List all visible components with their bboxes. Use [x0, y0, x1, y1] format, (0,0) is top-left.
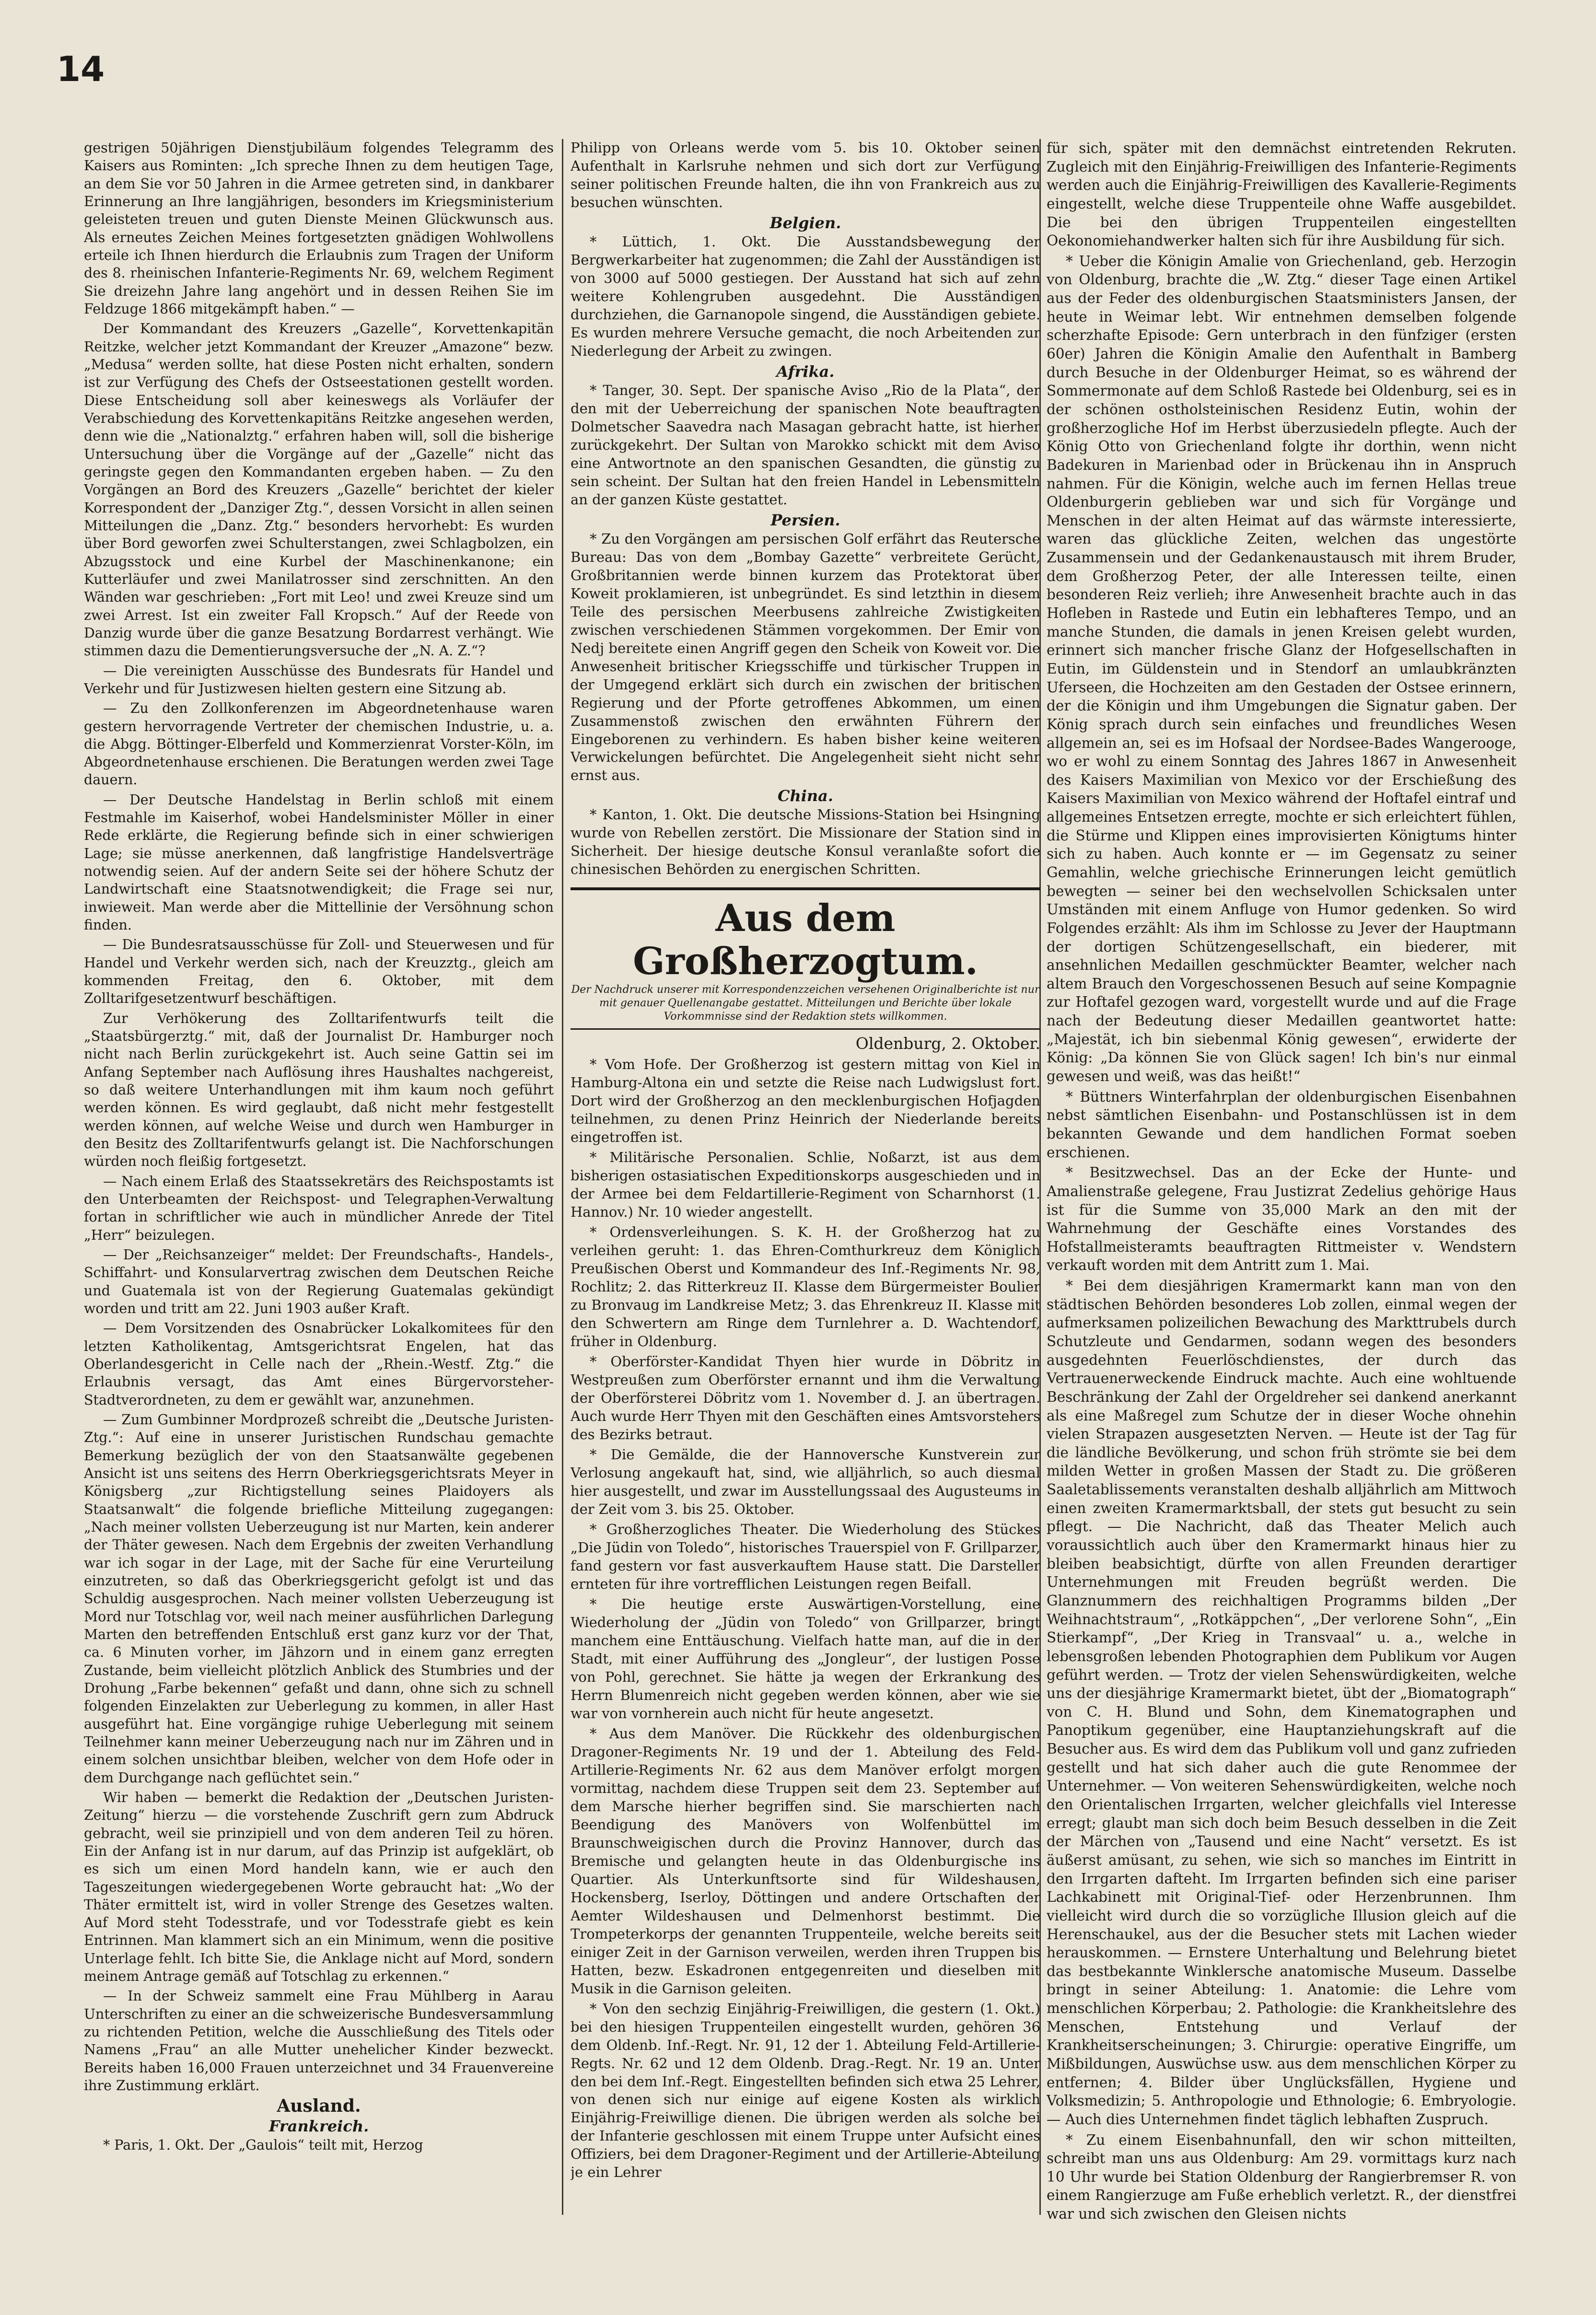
article-paragraph: * Büttners Winterfahrplan der oldenburgischen Eisenbahnen nebst sämtlichen Eisenbahn- und Postanschlüssen ist in dem bekannten Gewande und dem handlichen Format soeben erschienen. [1047, 1088, 1516, 1161]
section-title: Aus dem Großherzogtum. [633, 896, 978, 984]
article-paragraph: Wir haben — bemerkt die Redaktion der „Deutschen Juristen-Zeitung“ hierzu — die vorstehende Zuschrift gern zum Abdruck gebracht, weil sie prinzipiell und von dem anderen Teil zu hören. Ein der Anfang ist in nur darum, auf das Prinzip ist aufgeklärt, ob es sich um einen Mord handeln kann, wie er auch den Tageszeitungen wiedergegebenen Worte gebraucht hat: „Wo der Thäter ermittelt ist, wird in voller Strenge des Gesetzes walten. Auf Mord steht Todesstrafe, und vor Todesstrafe giebt es kein Entrinnen. Man klammert sich an ein Minimum, wenn die positive Unterlage fehlt. Ich bitte Sie, die Anklage nicht auf Mord, sondern meinem Antrage gemäß auf Totschlag zu erkennen.“ [84, 1789, 554, 1985]
article-paragraph: * Zu den Vorgängen am persischen Golf erfährt das Reutersche Bureau: Das von dem „Bombay Gazette“ verbreitete Gerücht, Großbritannien werde binnen kurzem das Protektorat über Koweit proklamieren, ist unbegründet. Es sind letzthin in diesem Teile des persischen Meerbusens zahlreiche Zwistigkeiten zwischen verschiedenen Stämmen vorgekommen. Der Emir von Nedj bereitete einen Angriff gegen den Scheik von Koweit vor. Die Anwesenheit britischer Kriegsschiffe und türkischer Truppen in der Umgegend erklärt sich durch ein zwischen der britischen Regierung und der Pforte getroffenes Abkommen, um einen Zusammenstoß zwischen den erwähnten Führern der Eingeborenen zu verhindern. Es haben bisher keine weiteren Verwickelungen befürchtet. Die Angelegenheit sieht nicht sehr ernst aus. [571, 530, 1040, 784]
article-paragraph: — Der Deutsche Handelstag in Berlin schloß mit einem Festmahle im Kaiserhof, wobei Handelsminister Möller in einer Rede erklärte, die Regierung befinde sich in einer schwierigen Lage; sie müsse anerkennen, daß langfristige Handelsverträge notwendig seien. Auf der andern Seite sei der höhere Schutz der Landwirtschaft eine Staatsnotwendigkeit; die Frage sei nur, inwieweit. Man werde aber die Mittellinie der Versöhnung schon finden. [84, 791, 554, 933]
article-paragraph: — Der „Reichsanzeiger“ meldet: Der Freundschafts-, Handels-, Schiffahrt- und Konsularvertrag zwischen dem Deutschen Reiche und Guatemala ist von der Regierung Guatemalas gekündigt worden und tritt am 22. Juni 1903 außer Kraft. [84, 1247, 554, 1316]
subheading-china: China. [777, 787, 834, 805]
article-paragraph: * Die heutige erste Auswärtigen-Vorstellung, eine Wiederholung der „Jüdin von Toledo“ von Grillparzer, bringt manchem eine Enttäuschung. Vielfach hatte man, auf die in der Stadt, mit einer Aufführung des „Jongleur“, der lustigen Posse von Pohl, gerechnet. Sie hätte ja wegen der Erkrankung des Herrn Blumenreich nicht gegeben werden können, aber wie sie war von vornherein auch nicht für heute angesetzt. [571, 1595, 1040, 1722]
column-3 [1047, 139, 1516, 2224]
article-paragraph: * Besitzwechsel. Das an der Ecke der Hunte- und Amalienstraße gelegene, Frau Justizrat Zedelius gehörige Haus ist für die Summe von 35,000 Mark an den mit der Wahrnehmung der Geschäfte eines Vorstandes des Hofstallmeisteramts beauftragten Rittmeister v. Wendstern verkauft worden mit dem Antritt zum 1. Mai. [1047, 1164, 1516, 1274]
article-paragraph: — Dem Vorsitzenden des Osnabrücker Lokalkomitees für den letzten Katholikentag, Amtsgerichtsrat Engelen, hat das Oberlandesgericht in Celle nach der „Rhein.-Westf. Ztg.“ die Erlaubnis versagt, das Amt eines Bürgervorsteher-Stadtverordneten, zu dem er gewählt war, anzunehmen. [84, 1320, 554, 1408]
section-heading-ausland: Ausland. [277, 2096, 361, 2117]
subheading-persien: Persien. [770, 511, 840, 529]
article-paragraph: * Paris, 1. Okt. Der „Gaulois“ teilt mit, Herzog [103, 2137, 423, 2153]
article-paragraph: * Vom Hofe. Der Großherzog ist gestern mittag von Kiel in Hamburg-Altona ein und setzte die Reise nach Ludwigslust fort. Dort wird der Großherzog an den mecklenburgischen Hofjagden teilnehmen, zu denen Prinz Heinrich der Niederlande bereits eingetroffen ist. [571, 1056, 1040, 1146]
article-paragraph: * Bei dem diesjährigen Kramermarkt kann man von den städtischen Behörden besonderes Lob zollen, einmal wegen der aufmerksamen polizeilichen Bewachung des Markttrubels durch Schutzleute und Gendarmen, sodann wegen des besonders ausgedehnten Feuerlöschdienstes, der durch das Vertrauenerweckende Eindruck machte. Auch eine wohltuende Beschränkung der Zahl der Orgeldreher sei dankend anerkannt als eine Maßregel zum Schutze der in dieser Woche ohnehin vielen Strapazen ausgesetzten Nerven. — Heute ist der Tag für die ländliche Bevölkerung, und schon früh strömte sie bei dem milden Wetter in großen Massen der Stadt zu. Die größeren Saaletablissements veranstalten deshalb alljährlich am Mittwoch einen zweiten Kramermarktsball, der stets gut besucht zu sein pflegt. — Die Nachricht, daß das Theater Melich auch voraussichtlich auch über den Kramermarkt hinaus hier zu bleiben beabsichtigt, dürfte von allen Freunden derartiger Unternehmungen mit Freuden begrüßt werden. Die Glanznummern des reichhaltigen Programms bilden „Der Weihnachtstraum“, „Rotkäppchen“, „Der verlorene Sohn“, „Ein Stierkampf“, „Der Krieg in Transvaal“ u. a., welche in lebensgroßen lebenden Photographien dem Publikum vor Augen geführt werden. — Trotz der vielen Sehenswürdigkeiten, welche uns der diesjährige Kramermarkt bietet, übt der „Biomatograph“ von C. H. Blund und Sohn, dem Kinematographen und Panoptikum gegenüber, eine Hauptanziehungskraft auf die Besucher aus. Es wird dem das Publikum voll und ganz zufrieden gestellt und hat sich daher auch die gute Renommee der Unternehmer. — Von weiteren Sehenswürdigkeiten, welche noch den Orientalischen Irrgarten, welcher gleichfalls viel Interesse erregt; glaubt man sich doch beim Besuch desselben in die Zeit der Märchen von „Tausend und eine Nacht“ versetzt. Es ist äußerst amüsant, zu sehen, wie sich so manches im Eintritt in den Irrgarten dafteht. Im Irrgarten befinden sich eine pariser Lachkabinett mit Original-Tief- oder Herzenbrunnen. Ihm vielleicht wird durch die so vorzügliche Illusion gleich auf die Herenschaukel, aus der die Besucher stets mit Lachen wieder herauskommen. — Ernstere Unterhaltung und Belehrung bietet das bestbekannte Winklersche anatomische Museum. Dasselbe bringt in seiner Abteilung: 1. Anatomie: die Lehre vom menschlichen Körperbau; 2. Pathologie: die Krankheitslehre des Menschen, Entstehung und Verlauf der Krankheitserscheinungen; 3. Chirurgie: operative Eingriffe, um Mißbildungen, Auswüchse usw. aus dem menschlichen Körper zu entfernen; 4. Bilder über Unglücksfällen, Hygiene und Volksmedizin; 5. Anthropologie und Ethnologie; 6. Embryologie. — Auch dies Unternehmen findet täglich lebhaften Zuspruch. [1047, 1278, 1516, 2128]
article-paragraph: * Militärische Personalien. Schlie, Noßarzt, ist aus dem bisherigen ostasiatischen Expeditionskorps ausgeschieden und in der Armee bei dem Feldartillerie-Regiment von Scharnhorst (1. Hannov.) Nr. 10 wieder angestellt. [571, 1149, 1040, 1221]
dateline: Oldenburg, 2. Oktober. [855, 1034, 1040, 1053]
article-paragraph: * Großherzogliches Theater. Die Wiederholung des Stückes „Die Jüdin von Toledo“, historisches Trauerspiel von F. Grillparzer, fand gestern vor fast ausverkauftem Hause statt. Die Darsteller ernteten für ihre vortrefflichen Leistungen regen Beifall. [571, 1521, 1040, 1592]
subheading-frankreich: Frankreich. [268, 2117, 369, 2135]
article-paragraph: — In der Schweiz sammelt eine Frau Mühlberg in Aarau Unterschriften zu einer an die schweizerische Bundesversammlung zu richtenden Petition, welche die Ausschließung des Titels oder Namens „Frau“ an alle Mutter unehelicher Kinder bezweckt. Bereits haben 16,000 Frauen unterzeichnet und 34 Frauenvereine ihre Zustimmung erklärt. [84, 1988, 554, 2094]
article-paragraph: Zur Verhökerung des Zolltarifentwurfs teilt die „Staatsbürgerztg.“ mit, daß der Journalist Dr. Hamburger noch nicht nach Berlin zurückgekehrt ist. Auch seine Gattin sei im Anfang September nach Auflösung ihres Haushaltes nachgereist, so daß weitere Unterhandlungen mit ihm kaum noch geführt werden können. Es wird geglaubt, daß nicht mehr festgestellt werden können, auf welche Weise und durch wen Hamburger in den Besitz des Zolltarifentwurfs gelangt ist. Die Nachforschungen würden noch fleißig fortgesetzt. [84, 1010, 554, 1170]
article-paragraph: * Ueber die Königin Amalie von Griechenland, geb. Herzogin von Oldenburg, brachte die „W. Ztg.“ dieser Tage einen Artikel aus der Feder des oldenburgischen Staatsministers Jansen, der heute in Weimar lebt. Wir entnehmen demselben folgende scherzhafte Episode: Gern unterbrach in den fünfziger (ersten 60er) Jahren die Königin Amalie den Aufenthalt in Bamberg durch Besuche in der Oldenburger Heimat, so es während der Sommermonate auf dem Schloß Rastede bei Oldenburg, sei es in der schönen ostholsteinischen Residenz Eutin, wohin der großherzogliche Hof im Herbst überzusiedeln pflegte. Auch der König Otto von Griechenland folgte ihr dorthin, wenn nicht Badekuren in Marienbad oder in Brückenau ihn in Anspruch nahmen. Für die Königin, welche auch im fernen Hellas treue Oldenburgerin geblieben war und sich für Vorgänge und Menschen in der alten Heimat auf das wärmste interessierte, waren das glückliche Zeiten, welchen das ungestörte Zusammensein und der Gedankenaustausch mit ihrem Bruder, dem Großherzog Peter, der alle Interessen teilte, einen besonderen Reiz verlieh; ihre Anwesenheit brachte auch in das Hofleben in Rastede und Eutin ein lebhafteres Tempo, und an manche Stunden, die damals in jenen Kreisen gelebt wurden, erinnert sich mancher frische Glanz der Hofgesellschaften in Eutin, im Güldenstein und in Stendorf an umlaubkränzten Uferseen, die Hochzeiten am den Gestaden der Ostsee erinnern, der die Königin und ihm Umgebungen die Signatur gaben. Der König sprach durch sein einfaches und freundliches Wesen allgemein an, sei es im Hofsaal der Nordsee-Bades Wangerooge, wo er wohl zu einem Sonntag des Jahres 1867 in Anwesenheit des Kaisers Maximilian von Mexico vor der Erschießung des Kaisers Maximilian von Mexico während der Hoftafel eintraf und allgemeines Entsetzen erregte, mochte er sich erleichtert fühlen, die Stürme und Klippen eines improvisierten Königtums hinter sich zu haben. Auch konnte er — im Gegensatz zu seiner Gemahlin, welche griechische Erinnerungen leicht gemütlich bewegten — seiner bei den wechselvollen Schicksalen unter Umständen mit einem Anfluge von Humor gedenken. So wird Folgendes erzählt: Als ihm im Schlosse zu Jever der Hauptmann der dortigen Schützengesellschaft, ein biederer, mit ansehnlichen Medaillen geschmückter Beamter, welcher nach altem Brauch den Vorgeschossenen Besuch auf seine Kompagnie zur Hoftafel gezogen ward, vorgestellt wurde und auf die Frage nach der Bedeutung dieser Medaillen geantwortet hatte: „Majestät, ich bin siebenmal König gewesen“, erwiderte der König: „Da können Sie von Glück sagen! Ich bin's nur einmal gewesen und weiß, was das heißt!“ [1047, 253, 1516, 1085]
article-paragraph: — Die vereinigten Ausschüsse des Bundesrats für Handel und Verkehr und für Justizwesen hielten gestern eine Sitzung ab. [84, 663, 554, 697]
page-number: 14 [57, 49, 105, 89]
article-paragraph: * Von den sechzig Einjährig-Freiwilligen, die gestern (1. Okt.) bei den hiesigen Truppenteilen eingestellt wurden, gehören 36 dem Oldenb. Inf.-Regt. Nr. 91, 12 der 1. Abteilung Feld-Artillerie-Regts. Nr. 62 und 12 dem Oldenb. Drag.-Regt. Nr. 19 an. Unter den bei dem Inf.-Regt. Eingestellten befinden sich etwa 25 Lehrer, von denen sich nur einige auf eigene Kosten als wirklich Einjährig-Freiwillige dienen. Die übrigen werden als solche bei der Infanterie geschlossen mit einem Truppe unter Aufsicht eines Offiziers, bei dem Dragoner-Regiment und der Artillerie-Abteilung je ein Lehrer [571, 2000, 1040, 2181]
section-note: Der Nachdruck unserer mit Korrespondenzzeichen versehenen Originalberichte ist nur mit genauer Quellenangabe gestattet. Mitteilungen und Berichte über lokale Vorkommnisse sind der Redaktion stets willkommen. [571, 984, 1040, 1023]
article-paragraph: * Lüttich, 1. Okt. Die Ausstandsbewegung der Bergwerkarbeiter hat zugenommen; die Zahl der Ausständigen ist von 3000 auf 5000 gestiegen. Der Ausstand hat sich auf zehn weitere Kohlengruben ausgedehnt. Die Ausständigen durchziehen, die Garnanopole singend, die Ausständigen gebiete. Es wurden mehrere Versuche gemacht, die noch Arbeitenden zur Niederlegung der Arbeit zu zwingen. [571, 233, 1040, 359]
subheading-afrika: Afrika. [776, 362, 835, 381]
column-rule [562, 139, 563, 2215]
article-paragraph: Philipp von Orleans werde vom 5. bis 10. Oktober seinen Aufenthalt in Karlsruhe nehmen und sich dort zur Verfügung seiner politischen Freunde halten, die ihn von Frankreich aus zu besuchen wünschten. [571, 140, 1040, 210]
article-paragraph: * Tanger, 30. Sept. Der spanische Aviso „Rio de la Plata“, der den mit der Ueberreichung der spanischen Note beauftragten Dolmetscher Saavedra nach Masagan gebracht hatte, ist hierher zurückgekehrt. Der Sultan von Marokko schickt mit dem Aviso eine Antwortnote an den spanischen Gesandten, die günstig zu sein scheint. Der Sultan hat den freien Handel in Lebensmitteln an der ganzen Küste gestattet. [571, 382, 1040, 508]
article-paragraph: * Die Gemälde, die der Hannoversche Kunstverein zur Verlosung angekauft hat, sind, wie alljährlich, so auch diesmal hier ausgestellt, und zwar im Ausstellungssaal des Augusteums in der Zeit vom 3. bis 25. Oktober. [571, 1446, 1040, 1517]
article-paragraph: gestrigen 50jährigen Dienstjubiläum folgendes Telegramm des Kaisers aus Rominten: „Ich spreche Ihnen zu dem heutigen Tage, an dem Sie vor 50 Jahren in die Armee getreten sind, in dankbarer Erinnerung an Ihre langjährigen, besonders im Kriegsministerium geleisteten treuen und guten Dienste Meinen Glückwunsch aus. Als erneutes Zeichen Meines fortgesetzten gnädigen Wohlwollens erteile ich Ihnen hierdurch die Erlaubnis zum Tragen der Uniform des 8. rheinischen Infanterie-Regiments Nr. 69, welchem Regiment Sie dreizehn Jahre lang angehört und in dessen Reihen Sie im Feldzuge 1866 mitgekämpft haben.“ — [84, 140, 554, 317]
article-paragraph: — Nach einem Erlaß des Staatssekretärs des Reichspostamts ist den Unterbeamten der Reichspost- und Telegraphen-Verwaltung fortan in schriftlicher wie auch in mündlicher Anrede der Titel „Herr“ beizulegen. [84, 1173, 554, 1243]
section-title-block [571, 887, 1040, 1030]
subheading-belgien: Belgien. [769, 213, 841, 232]
article-paragraph: — Zu den Zollkonferenzen im Abgeordnetenhause waren gestern hervorragende Vertreter der chemischen Industrie, u. a. die Abgg. Böttinger-Elberfeld und Kommerzienrat Vorster-Köln, im Abgeordnetenhause erschienen. Die Beratungen werden zwei Tage dauern. [84, 700, 554, 788]
article-paragraph: — Die Bundesratsausschüsse für Zoll- und Steuerwesen und für Handel und Verkehr werden sich, nach der Kreuzztg., gleich am kommenden Freitag, den 6. Oktober, mit dem Zolltarifgesetzentwurf beschäftigen. [84, 937, 554, 1007]
article-paragraph: * Oberförster-Kandidat Thyen hier wurde in Döbritz in Westpreußen zum Oberförster ernannt und ihm die Verwaltung der Oberförsterei Döbritz vom 1. November d. J. an übertragen. Auch wurde Herr Thyen mit den Geschäften eines Amtsvorstehers des Bezirks betraut. [571, 1353, 1040, 1443]
article-paragraph: Der Kommandant des Kreuzers „Gazelle“, Korvettenkapitän Reitzke, welcher jetzt Kommandant der Kreuzer „Amazone“ bezw. „Medusa“ werden sollte, hat diese Posten nicht erhalten, sondern ist zur Verfügung des Chefs der Ostseestationen gestellt worden. Diese Entscheidung soll aber keineswegs als Vorläufer der Verabschiedung des Korvettenkapitäns Reitzke angesehen werden, denn wie die „Nationalztg.“ erfahren haben will, soll die bisherige Untersuchung über die Vorgänge auf der „Gazelle“ nicht das geringste gegen den Kommandanten ergeben haben. — Zu den Vorgängen an Bord des Kreuzers „Gazelle“ berichtet der kieler Korrespondent der „Danziger Ztg.“, dessen Vorsicht in allen seinen Mitteilungen die „Danz. Ztg.“ besonders hervorhebt: Es wurden über Bord geworfen zwei Schulterstangen, zwei Schlagbolzen, ein Abzugsstock und eine Kurbel der Maschinenkanone; ein Kutterläufer und zwei Manilatrosser sind zerschnitten. An den Wänden war geschrieben: „Fort mit Leo! und zwei Kreuze sind um zwei Arrest. Ist ein zweiter Fall Kropsch.“ Auf der Reede von Danzig wurde über die ganze Besatzung Bordarrest verhängt. Wie stimmen dazu die Dementierungsversuche der „N. A. Z.“? [84, 321, 554, 659]
column-2 [571, 139, 1040, 2224]
article-paragraph: — Zum Gumbinner Mordprozeß schreibt die „Deutsche Juristen-Ztg.“: Auf eine in unserer Juristischen Rundschau gemachte Bemerkung bezüglich der von den Staatsanwälte gegebenen Ansicht ist uns seitens des Herrn Oberkriegsgerichtsrats Meyer in Königsberg „zur Richtigstellung seines Plaidoyers als Staatsanwalt“ die folgende briefliche Mitteilung zugegangen: „Nach meiner vollsten Ueberzeugung ist nur Marten, kein anderer der Thäter gewesen. Nach dem Ergebnis der zweiten Verhandlung war ich sogar in der Lage, mit der Sache für eine Verurteilung einzutreten, so daß das Oberkriegsgericht gefolgt ist und das Schuldig ausgesprochen. Nach meiner vollsten Ueberzeugung ist Mord nur Totschlag vor, weil nach meiner ausführlichen Darlegung Marten den betreffenden Entschluß erst ganz kurz vor der That, ca. 6 Minuten vorher, im Jähzorn und in einem ganz erregten Zustande, beim vielleicht plötzlich Anblick des Stumbries und der Drohung „Farbe bekennen“ gefaßt und dann, ohne sich zu schnell folgenden Einzelakten zur Ueberlegung zu kommen, in aller Hast ausgeführt hat. Eine vorgängige ruhige Ueberlegung mit seinem Teilnehmer kann meiner Ueberzeugung nach nur im Zähren und in einem solchen unsichtbar bleiben, welcher von dem Hofe oder in dem Durchgange nach geflüchtet sein.“ [84, 1411, 554, 1786]
article-paragraph: * Ordensverleihungen. S. K. H. der Großherzog hat zu verleihen geruht: 1. das Ehren-Comthurkreuz dem Königlich Preußischen Oberst und Kommandeur des Inf.-Regiments Nr. 98, Rochlitz; 2. das Ritterkreuz II. Klasse dem Bürgermeister Boulier zu Bronvaug im Landkreise Metz; 3. das Ehrenkreuz II. Klasse mit den Schwertern am Ringe dem Turnlehrer a. D. Wachtendorf, früher in Oldenburg. [571, 1224, 1040, 1350]
column-1 [84, 139, 554, 2224]
article-paragraph: * Aus dem Manöver. Die Rückkehr des oldenburgischen Dragoner-Regiments Nr. 19 und der 1. Abteilung des Feld-Artillerie-Regiments Nr. 62 aus dem Manöver erfolgt morgen vormittag, nachdem diese Truppen seit dem 23. September auf dem Marsche hierher begriffen sind. Sie marschierten nach Beendigung des Manövers von Wolfenbüttel im Braunschweigischen durch die Provinz Hannover, durch das Bremische und gelangten heute in das Oldenburgische ins Quartier. Als Unterkunftsorte sind für Wildeshausen, Hockensberg, Iserloy, Döttingen und andere Ortschaften der Aemter Wildeshausen und Delmenhorst bestimmt. Die Trompeterkorps der genannten Truppenteile, welche bereits seit einiger Zeit in der Garnison verweilen, werden ihren Truppen bis Hatten, bezw. Eskadronen entgegenreiten und dieselben mit Musik in die Garnison geleiten. [571, 1725, 1040, 1997]
article-paragraph: * Zu einem Eisenbahnunfall, den wir schon mitteilten, schreibt man uns aus Oldenburg: Am 29. vormittags kurz nach 10 Uhr wurde bei Station Oldenburg der Rangierbremser R. von einem Rangierzuge am Fuße erheblich verletzt. R., der dienstfrei war und sich zwischen den Gleisen nichts [1047, 2131, 1516, 2222]
article-paragraph: * Kanton, 1. Okt. Die deutsche Missions-Station bei Hsingning wurde von Rebellen zerstört. Die Missionare der Station sind in Sicherheit. Der hiesige deutsche Konsul veranlaßte sofort die chinesischen Behörden zu energischen Schritten. [571, 806, 1040, 878]
article-paragraph: für sich, später mit den demnächst eintretenden Rekruten. Zugleich mit den Einjährig-Freiwilligen des Infanterie-Regiments werden auch die Einjährig-Freiwilligen des Kavallerie-Regiments eingestellt, welche diese Truppenteile ohne Waffe ausgebildet. Die bei den übrigen Truppenteilen eingestellten Oekonomiehandwerker halten sich für ihre Ausbildung für sich. [1047, 140, 1516, 249]
